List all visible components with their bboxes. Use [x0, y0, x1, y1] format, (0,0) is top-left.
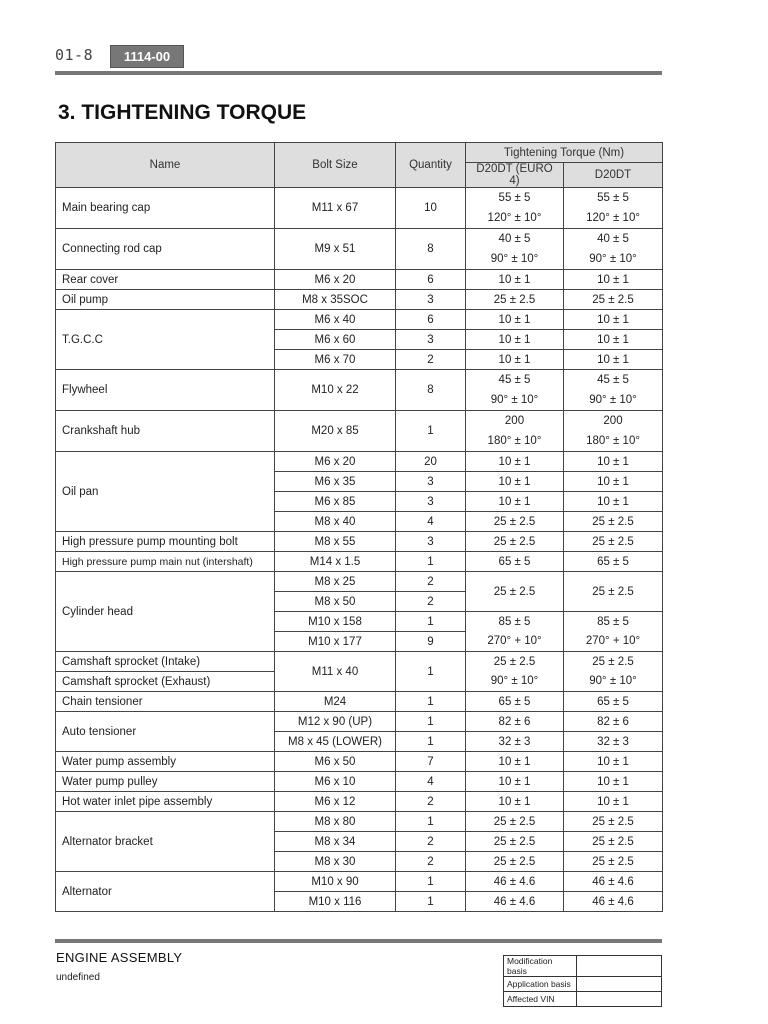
quantity: 1	[396, 892, 466, 912]
torque-value: 45 ± 5	[597, 374, 629, 386]
header-d20dt-euro4: D20DT (EURO 4)	[466, 163, 564, 188]
torque-d20dt: 85 ± 5	[564, 612, 663, 632]
part-name: Camshaft sprocket (Exhaust)	[56, 672, 275, 692]
table-row	[56, 752, 663, 772]
quantity: 1	[396, 692, 466, 712]
bolt-size: M6 x 60	[275, 330, 396, 350]
part-name: Oil pan	[56, 452, 275, 532]
torque-d20dt: 25 ± 2.5	[564, 832, 663, 852]
quantity: 8	[396, 370, 466, 411]
part-name: Hot water inlet pipe assembly	[56, 792, 275, 812]
torque-euro4: 25 ± 2.5	[466, 832, 564, 852]
torque-euro4	[466, 188, 564, 229]
part-name: Rear cover	[56, 270, 275, 290]
torque-euro4: 65 ± 5	[466, 552, 564, 572]
bolt-size: M8 x 55	[275, 532, 396, 552]
tightening-torque-table	[55, 142, 663, 912]
torque-angle: 120° ± 10°	[586, 212, 640, 224]
bolt-size: M9 x 51	[275, 229, 396, 270]
quantity: 1	[396, 411, 466, 452]
torque-d20dt: 32 ± 3	[564, 732, 663, 752]
affected-vin-value	[577, 992, 662, 1007]
torque-value: 55 ± 5	[498, 192, 531, 204]
torque-value: 200	[603, 415, 623, 427]
part-name: Chain tensioner	[56, 692, 275, 712]
torque-euro4: 10 ± 1	[466, 792, 564, 812]
torque-d20dt: 65 ± 5	[564, 552, 663, 572]
quantity: 2	[396, 592, 466, 612]
table-header-row	[56, 143, 663, 163]
footer-title: ENGINE ASSEMBLY	[56, 950, 183, 965]
header-name: Name	[56, 143, 275, 188]
bolt-size: M10 x 158	[275, 612, 396, 632]
bolt-size: M12 x 90 (UP)	[275, 712, 396, 732]
bolt-size: M6 x 50	[275, 752, 396, 772]
bolt-size: M6 x 70	[275, 350, 396, 370]
table-row	[56, 188, 663, 229]
bolt-size: M6 x 12	[275, 792, 396, 812]
torque-euro4: 10 ± 1	[466, 772, 564, 792]
bolt-size: M11 x 40	[275, 652, 396, 692]
table-row	[56, 452, 663, 472]
table-row	[56, 552, 663, 572]
info-row	[504, 992, 662, 1007]
part-name: Water pump pulley	[56, 772, 275, 792]
torque-euro4	[466, 229, 564, 270]
quantity: 7	[396, 752, 466, 772]
part-name: Connecting rod cap	[56, 229, 275, 270]
torque-d20dt: 10 ± 1	[564, 350, 663, 370]
bolt-size: M11 x 67	[275, 188, 396, 229]
modification-basis-label: Modification basis	[504, 956, 577, 977]
quantity: 3	[396, 472, 466, 492]
torque-angle: 90° ± 10°	[490, 253, 539, 265]
torque-d20dt: 270° + 10°	[564, 632, 663, 652]
table-row	[56, 772, 663, 792]
torque-euro4: 25 ± 2.5	[466, 512, 564, 532]
bolt-size: M8 x 25	[275, 572, 396, 592]
torque-euro4: 10 ± 1	[466, 350, 564, 370]
torque-euro4: 10 ± 1	[466, 472, 564, 492]
page-title: 3. TIGHTENING TORQUE	[58, 101, 307, 124]
part-name: Main bearing cap	[56, 188, 275, 229]
bolt-size: M8 x 45 (LOWER)	[275, 732, 396, 752]
affected-vin-label: Affected VIN	[504, 992, 577, 1007]
quantity: 4	[396, 772, 466, 792]
table-row	[56, 712, 663, 732]
torque-euro4: 10 ± 1	[466, 752, 564, 772]
torque-euro4	[466, 370, 564, 411]
quantity: 3	[396, 492, 466, 512]
torque-d20dt	[564, 229, 663, 270]
torque-value: 55 ± 5	[597, 192, 629, 204]
bolt-size: M6 x 20	[275, 452, 396, 472]
part-name: Crankshaft hub	[56, 411, 275, 452]
torque-euro4: 90° ± 10°	[466, 672, 564, 692]
torque-d20dt: 10 ± 1	[564, 752, 663, 772]
torque-d20dt: 25 ± 2.5	[564, 812, 663, 832]
part-name: Camshaft sprocket (Intake)	[56, 652, 275, 672]
torque-d20dt	[564, 188, 663, 229]
torque-d20dt: 82 ± 6	[564, 712, 663, 732]
torque-euro4: 85 ± 5	[466, 612, 564, 632]
torque-value: 40 ± 5	[498, 233, 531, 245]
info-row	[504, 956, 662, 977]
torque-d20dt: 25 ± 2.5	[564, 290, 663, 310]
torque-d20dt: 25 ± 2.5	[564, 652, 663, 672]
torque-d20dt: 10 ± 1	[564, 772, 663, 792]
torque-euro4: 65 ± 5	[466, 692, 564, 712]
part-name: Oil pump	[56, 290, 275, 310]
torque-euro4: 10 ± 1	[466, 492, 564, 512]
torque-angle: 90° ± 10°	[589, 253, 637, 265]
bolt-size: M6 x 35	[275, 472, 396, 492]
torque-d20dt: 25 ± 2.5	[564, 532, 663, 552]
part-name: Water pump assembly	[56, 752, 275, 772]
table-row	[56, 872, 663, 892]
table-row	[56, 532, 663, 552]
bolt-size: M6 x 85	[275, 492, 396, 512]
torque-angle: 120° ± 10°	[487, 212, 542, 224]
bolt-size: M10 x 177	[275, 632, 396, 652]
part-name: High pressure pump mounting bolt	[56, 532, 275, 552]
bolt-size: M6 x 10	[275, 772, 396, 792]
table-row	[56, 652, 663, 672]
torque-value: 200	[504, 415, 525, 427]
table-row	[56, 370, 663, 411]
bolt-size: M10 x 116	[275, 892, 396, 912]
quantity: 1	[396, 552, 466, 572]
bolt-size: M6 x 40	[275, 310, 396, 330]
torque-angle: 90° ± 10°	[589, 394, 637, 406]
torque-angle: 180° ± 10°	[586, 435, 640, 447]
table-row	[56, 792, 663, 812]
quantity: 1	[396, 612, 466, 632]
quantity: 1	[396, 652, 466, 692]
torque-euro4: 25 ± 2.5	[466, 652, 564, 672]
torque-d20dt: 10 ± 1	[564, 792, 663, 812]
quantity: 2	[396, 792, 466, 812]
bolt-size: M10 x 22	[275, 370, 396, 411]
torque-d20dt: 46 ± 4.6	[564, 892, 663, 912]
part-name: High pressure pump main nut (intershaft)	[56, 552, 275, 572]
table-row	[56, 229, 663, 270]
footer-subtitle: undefined	[56, 972, 100, 983]
bolt-size: M8 x 35SOC	[275, 290, 396, 310]
torque-d20dt: 10 ± 1	[564, 270, 663, 290]
torque-euro4: 10 ± 1	[466, 452, 564, 472]
torque-value: 40 ± 5	[597, 233, 629, 245]
torque-euro4: 270° + 10°	[466, 632, 564, 652]
quantity: 2	[396, 350, 466, 370]
quantity: 3	[396, 532, 466, 552]
section-code-badge: 1114-00	[110, 45, 184, 68]
torque-euro4: 82 ± 6	[466, 712, 564, 732]
bolt-size: M20 x 85	[275, 411, 396, 452]
quantity: 4	[396, 512, 466, 532]
torque-euro4: 10 ± 1	[466, 270, 564, 290]
header-d20dt: D20DT	[564, 163, 663, 188]
torque-d20dt: 25 ± 2.5	[564, 512, 663, 532]
quantity: 1	[396, 732, 466, 752]
bolt-size: M8 x 80	[275, 812, 396, 832]
header-bolt-size: Bolt Size	[275, 143, 396, 188]
torque-d20dt: 46 ± 4.6	[564, 872, 663, 892]
bolt-size: M8 x 30	[275, 852, 396, 872]
quantity: 3	[396, 330, 466, 350]
torque-angle: 180° ± 10°	[487, 435, 542, 447]
part-name: Cylinder head	[56, 572, 275, 652]
table-row	[56, 692, 663, 712]
quantity: 1	[396, 712, 466, 732]
bolt-size: M6 x 20	[275, 270, 396, 290]
torque-euro4: 10 ± 1	[466, 310, 564, 330]
torque-d20dt: 10 ± 1	[564, 452, 663, 472]
table-row	[56, 290, 663, 310]
revision-info-box	[503, 955, 662, 1007]
footer-rule	[55, 939, 662, 943]
torque-euro4: 46 ± 4.6	[466, 872, 564, 892]
part-name: Alternator bracket	[56, 812, 275, 872]
info-row	[504, 977, 662, 992]
bolt-size: M8 x 50	[275, 592, 396, 612]
page-number: 01-8	[55, 46, 94, 64]
torque-euro4	[466, 411, 564, 452]
torque-euro4: 25 ± 2.5	[466, 852, 564, 872]
torque-euro4: 25 ± 2.5	[466, 812, 564, 832]
modification-basis-value	[577, 956, 662, 977]
header-tightening-torque: Tightening Torque (Nm)	[466, 143, 663, 163]
table-row	[56, 270, 663, 290]
table-row	[56, 310, 663, 330]
quantity: 3	[396, 290, 466, 310]
torque-d20dt: 10 ± 1	[564, 472, 663, 492]
bolt-size: M8 x 34	[275, 832, 396, 852]
quantity: 2	[396, 852, 466, 872]
quantity: 8	[396, 229, 466, 270]
application-basis-label: Application basis	[504, 977, 577, 992]
table-row	[56, 812, 663, 832]
quantity: 1	[396, 812, 466, 832]
torque-d20dt	[564, 411, 663, 452]
torque-d20dt: 90° ± 10°	[564, 672, 663, 692]
torque-euro4: 46 ± 4.6	[466, 892, 564, 912]
bolt-size: M24	[275, 692, 396, 712]
table-row	[56, 572, 663, 592]
quantity: 2	[396, 832, 466, 852]
application-basis-value	[577, 977, 662, 992]
part-name: Flywheel	[56, 370, 275, 411]
torque-d20dt	[564, 370, 663, 411]
torque-d20dt: 25 ± 2.5	[564, 572, 663, 612]
torque-euro4: 32 ± 3	[466, 732, 564, 752]
quantity: 10	[396, 188, 466, 229]
quantity: 6	[396, 270, 466, 290]
bolt-size: M14 x 1.5	[275, 552, 396, 572]
torque-euro4: 10 ± 1	[466, 330, 564, 350]
part-name: T.G.C.C	[56, 310, 275, 370]
bolt-size: M10 x 90	[275, 872, 396, 892]
quantity: 9	[396, 632, 466, 652]
quantity: 2	[396, 572, 466, 592]
torque-euro4: 25 ± 2.5	[466, 572, 564, 612]
quantity: 6	[396, 310, 466, 330]
torque-euro4: 25 ± 2.5	[466, 290, 564, 310]
torque-value: 45 ± 5	[498, 374, 531, 386]
table-row	[56, 411, 663, 452]
torque-d20dt: 65 ± 5	[564, 692, 663, 712]
torque-d20dt: 10 ± 1	[564, 310, 663, 330]
quantity: 20	[396, 452, 466, 472]
torque-d20dt: 10 ± 1	[564, 492, 663, 512]
part-name: Alternator	[56, 872, 275, 912]
quantity: 1	[396, 872, 466, 892]
torque-euro4: 25 ± 2.5	[466, 532, 564, 552]
bolt-size: M8 x 40	[275, 512, 396, 532]
header-quantity: Quantity	[396, 143, 466, 188]
torque-d20dt: 10 ± 1	[564, 330, 663, 350]
torque-angle: 90° ± 10°	[490, 394, 539, 406]
torque-d20dt: 25 ± 2.5	[564, 852, 663, 872]
part-name: Auto tensioner	[56, 712, 275, 752]
header-rule	[55, 71, 662, 75]
